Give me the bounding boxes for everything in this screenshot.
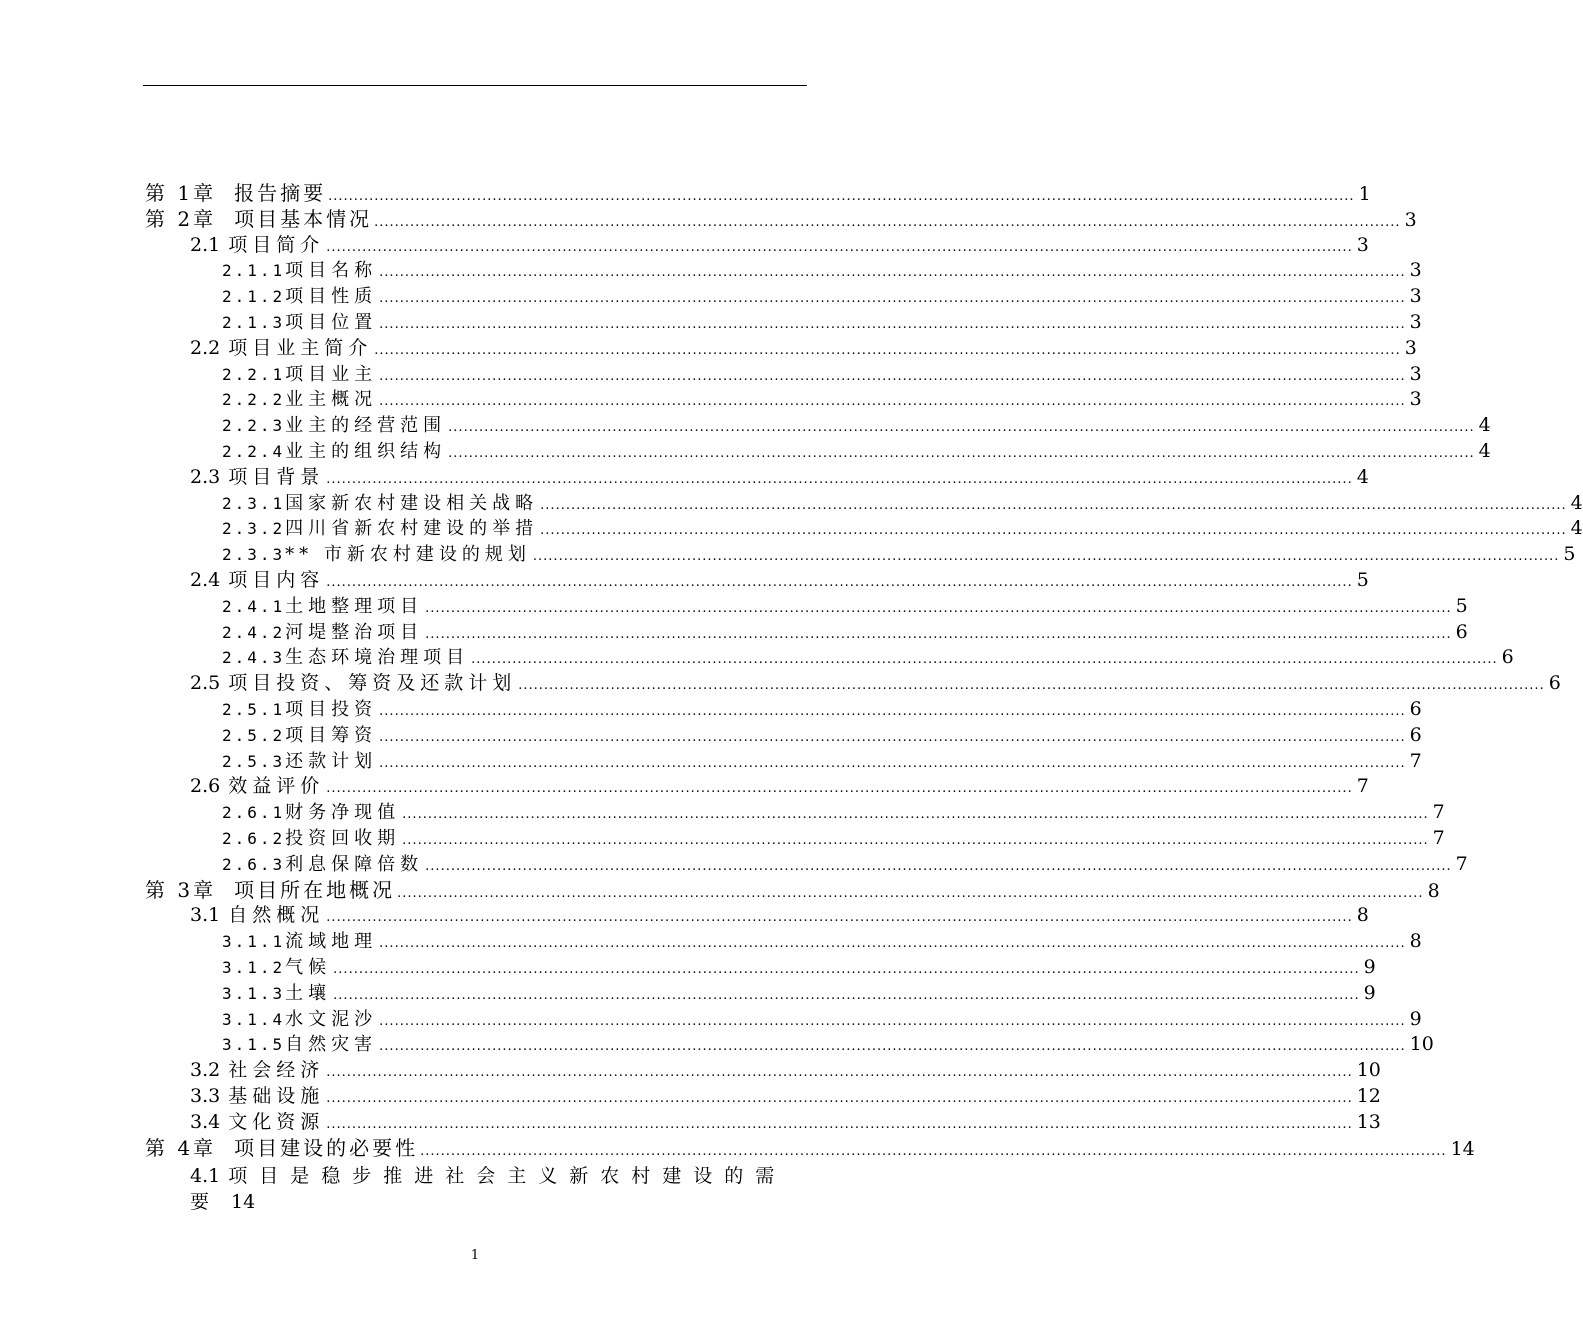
toc-entry-number: 2.6.3 — [222, 854, 286, 874]
toc-entry[interactable] — [222, 1031, 1434, 1057]
toc-entry-label — [222, 723, 377, 749]
toc-entry-title: 效益评价 — [228, 775, 325, 798]
toc-entry-number: 3.1.3 — [222, 983, 286, 1003]
toc-entry[interactable] — [190, 670, 1561, 696]
toc-entry[interactable] — [222, 515, 1583, 541]
toc-entry-number: 2.3.1 — [222, 493, 286, 513]
toc-entry-label — [145, 206, 372, 232]
toc-entry-page: 3 — [1409, 285, 1422, 308]
toc-leader-dots: ........................................................................................................................................................................................................ — [326, 575, 1353, 590]
toc-entry-wrapped[interactable] — [190, 1163, 802, 1215]
toc-leader-dots: ........................................................................................................................................................................................................ — [379, 936, 1406, 952]
toc-entry-page: 7 — [1432, 827, 1445, 849]
toc-leader-dots: ........................................................................................................................................................................................................ — [379, 729, 1406, 745]
toc-entry-page: 4 — [1356, 465, 1369, 488]
toc-entry[interactable] — [190, 902, 1369, 928]
toc-entry-title: 项目性质 — [285, 286, 378, 308]
toc-entry[interactable] — [222, 386, 1422, 412]
toc-entry-title: 河堤整治项目 — [285, 621, 424, 643]
toc-entry-label — [190, 1109, 324, 1135]
toc-entry-title: 生态环境治理项目 — [285, 647, 470, 669]
toc-entry-title: 土地整理项目 — [285, 595, 424, 617]
toc-entry-page: 4 — [1478, 414, 1491, 437]
toc-leader-dots: ........................................................................................................................................................................................................ — [333, 987, 1360, 1003]
toc-entry-number: 3.1 — [190, 904, 221, 927]
toc-entry-page: 3 — [1409, 311, 1422, 333]
toc-entry[interactable] — [222, 438, 1491, 464]
toc-entry-label — [222, 594, 423, 620]
toc-entry[interactable] — [222, 412, 1491, 438]
toc-leader-dots: ........................................................................................................................................................................................................ — [402, 833, 1429, 848]
toc-entry-number: 2.3.2 — [222, 519, 286, 539]
toc-entry-label — [190, 464, 324, 490]
toc-entry-number: 2.2.3 — [222, 416, 286, 436]
toc-entry[interactable] — [190, 335, 1417, 361]
toc-entry-number: 2.1.2 — [222, 287, 286, 307]
toc-entry[interactable] — [190, 567, 1369, 593]
toc-entry-title: 项目简介 — [228, 233, 325, 256]
toc-entry-title: 项目业主简介 — [228, 336, 373, 359]
toc-entry-page: 3 — [1404, 208, 1417, 231]
toc-leader-dots: ........................................................................................................................................................................................................ — [379, 291, 1406, 307]
toc-entry-number: 3.3 — [190, 1085, 221, 1107]
toc-entry[interactable] — [222, 309, 1422, 335]
toc-entry-page: 10 — [1356, 1059, 1381, 1082]
toc-entry-number: 3.4 — [190, 1110, 221, 1133]
toc-leader-dots: ........................................................................................................................................................................................................ — [374, 342, 1401, 358]
toc-entry[interactable] — [190, 464, 1369, 490]
toc-entry-number: 2.2.4 — [222, 442, 286, 461]
toc-entry-page: 5 — [1563, 543, 1576, 566]
toc-entry-number: 2.4 — [190, 569, 221, 591]
toc-entry[interactable] — [222, 283, 1422, 309]
toc-entry-title: ** 市新农村建设的规划 — [285, 544, 531, 566]
toc-entry-page: 4 — [1478, 440, 1491, 462]
toc-entry-label — [222, 542, 531, 568]
toc-entry-number: 2.4.3 — [222, 648, 286, 668]
toc-entry-label — [222, 955, 331, 981]
toc-entry-label — [222, 491, 538, 517]
toc-entry-number: 2.1.1 — [222, 261, 286, 281]
toc-entry-label — [222, 1007, 377, 1033]
toc-entry-label — [222, 981, 331, 1007]
toc-entry-label — [190, 335, 372, 361]
toc-leader-dots: ........................................................................................................................................................................................................ — [326, 1116, 1353, 1132]
toc-entry-number: 3.2 — [190, 1059, 221, 1082]
toc-entry[interactable] — [222, 593, 1468, 619]
toc-leader-dots: ........................................................................................................................................................................................................ — [326, 1091, 1353, 1106]
toc-entry[interactable] — [222, 954, 1376, 980]
toc-entry-label — [222, 310, 377, 336]
toc-entry-title: 自然灾害 — [285, 1034, 378, 1056]
toc-entry-number: 2.2.1 — [222, 364, 286, 384]
toc-entry-label — [190, 567, 324, 593]
toc-entry-title: 项目投资 — [285, 699, 378, 720]
toc-entry-title: 四川省新农村建设的举措 — [285, 518, 539, 540]
toc-leader-dots: ........................................................................................................................................................................................................ — [379, 317, 1406, 332]
toc-entry-page: 6 — [1409, 723, 1422, 746]
toc-entry-number: 2.5 — [190, 672, 221, 695]
toc-entry-label — [222, 413, 446, 439]
toc-entry-label — [222, 258, 377, 284]
toc-entry[interactable] — [222, 928, 1422, 954]
toc-entry-label — [190, 1057, 324, 1083]
toc-entry-page: 7 — [1409, 749, 1422, 772]
toc-leader-dots: ........................................................................................................................................................................................................ — [425, 600, 1452, 616]
toc-entry-label — [190, 1083, 324, 1109]
toc-entry-title: 还款计划 — [285, 750, 378, 772]
toc-leader-dots: ........................................................................................................................................................................................................ — [471, 652, 1498, 668]
toc-entry-label — [222, 697, 377, 723]
toc-entry-title: 项目名称 — [285, 260, 378, 282]
toc-entry-page: 5 — [1455, 594, 1468, 617]
toc-entry-page: 4 — [1570, 517, 1583, 540]
toc-entry[interactable] — [222, 1006, 1422, 1032]
toc-entry-label — [190, 773, 324, 799]
toc-entry-number: 2.1 — [190, 233, 221, 256]
toc-entry-page: 3 — [1356, 233, 1369, 256]
toc-entry-title: 水文泥沙 — [285, 1008, 378, 1030]
toc-entry-page: 10 — [1409, 1033, 1434, 1056]
toc-entry-label — [145, 1135, 418, 1161]
toc-entry[interactable] — [145, 877, 1440, 903]
toc-entry[interactable] — [222, 722, 1422, 748]
toc-entry[interactable] — [190, 232, 1369, 258]
toc-entry[interactable] — [222, 748, 1422, 774]
toc-leader-dots: ........................................................................................................................................................................................................ — [333, 962, 1360, 977]
toc-entry-number: 3.1.2 — [222, 958, 286, 977]
toc-entry[interactable] — [222, 490, 1583, 516]
toc-entry-title: 项目筹资 — [285, 724, 378, 746]
toc-leader-dots: ........................................................................................................................................................................................................ — [532, 549, 1560, 565]
toc-entry-title: 国家新农村建设相关战略 — [285, 492, 539, 514]
toc-entry-label — [222, 852, 423, 878]
toc-leader-dots: ........................................................................................................................................................................................................ — [328, 189, 1355, 204]
toc-entry-number: 2.4.1 — [222, 596, 286, 616]
toc-entry-label — [222, 800, 400, 826]
toc-entry-title: 业主概况 — [285, 389, 378, 411]
toc-leader-dots: ........................................................................................................................................................................................................ — [448, 446, 1475, 461]
toc-entry-number: 2.6 — [190, 775, 221, 798]
toc-entry-label — [222, 439, 446, 465]
toc-entry-number: 2.2.2 — [222, 390, 286, 410]
toc-entry-page: 1 — [1358, 183, 1371, 205]
toc-entry-label — [222, 1032, 377, 1058]
toc-entry-title: 土壤 — [285, 982, 332, 1004]
toc-entry-label — [190, 670, 516, 696]
toc-entry-title: 项目投资、筹资及还款计划 — [228, 672, 517, 695]
toc-entry[interactable] — [222, 799, 1445, 825]
toc-entry-page: 12 — [1356, 1085, 1381, 1107]
toc-leader-dots: ........................................................................................................................................................................................................ — [326, 471, 1353, 487]
toc-entry-title: 项目业主 — [285, 363, 378, 385]
toc-entry[interactable] — [190, 773, 1369, 799]
toc-entry-page: 3 — [1404, 336, 1417, 359]
toc-entry-title: 项目基本情况 — [234, 206, 373, 231]
toc-entry-number: 第 2章 — [145, 206, 217, 231]
toc-leader-dots: ........................................................................................................................................................................................................ — [425, 626, 1452, 642]
toc-leader-dots: ........................................................................................................................................................................................................ — [379, 368, 1406, 384]
toc-entry-page: 5 — [1356, 569, 1369, 591]
toc-entry-title: 投资回收期 — [285, 828, 401, 849]
toc-entry-page: 6 — [1455, 620, 1468, 643]
toc-entry-title: 自然概况 — [228, 904, 325, 927]
toc-entry[interactable] — [222, 361, 1422, 387]
toc-entry-number: 2.3 — [190, 465, 221, 488]
toc-entry[interactable] — [222, 851, 1468, 877]
toc-entry-label — [190, 232, 324, 258]
toc-entry[interactable] — [222, 644, 1514, 670]
toc-entry-number: 2.5.3 — [222, 751, 286, 771]
toc-entry-number: 2.3.3 — [222, 545, 286, 565]
toc-leader-dots: ........................................................................................................................................................................................................ — [397, 885, 1424, 901]
toc-entry[interactable] — [145, 206, 1417, 232]
toc-entry-page: 14 — [231, 1191, 256, 1213]
toc-entry-page: 3 — [1409, 388, 1422, 411]
toc-entry-page: 14 — [1450, 1137, 1475, 1160]
toc-leader-dots: ........................................................................................................................................................................................................ — [425, 858, 1452, 874]
toc-entry-number: 2.6.1 — [222, 803, 286, 823]
toc-entry[interactable] — [145, 180, 1371, 206]
toc-entry-label — [222, 387, 377, 413]
toc-entry-number: 第 4章 — [145, 1135, 217, 1160]
toc-leader-dots: ........................................................................................................................................................................................................ — [540, 497, 1567, 513]
toc-leader-dots: ........................................................................................................................................................................................................ — [374, 214, 1401, 230]
toc-entry-title: 报告摘要 — [234, 181, 327, 205]
page-number: 1 — [470, 1248, 480, 1263]
toc-entry-number: 2.5.1 — [222, 700, 286, 719]
toc-entry[interactable] — [222, 696, 1422, 722]
header-rule — [143, 85, 807, 86]
toc-entry-title: 气候 — [285, 957, 332, 978]
toc-entry-title: 业主的组织结构 — [285, 441, 447, 462]
toc-leader-dots: ........................................................................................................................................................................................................ — [420, 1143, 1447, 1159]
toc-entry-title: 项目建设的必要性 — [234, 1135, 419, 1160]
toc-entry-page: 3 — [1409, 259, 1422, 282]
toc-entry-page: 7 — [1356, 775, 1369, 798]
toc-leader-dots: ........................................................................................................................................................................................................ — [379, 265, 1406, 281]
toc-entry-number: 3.1.4 — [222, 1009, 286, 1029]
toc-leader-dots: ........................................................................................................................................................................................................ — [379, 704, 1406, 719]
toc-entry-label — [222, 645, 469, 671]
toc-entry[interactable] — [222, 257, 1422, 283]
toc-entry-label — [222, 929, 377, 955]
toc-entry-title: 项目是稳步推进社会主义新农村建设的需要 — [190, 1165, 787, 1213]
toc-entry-number: 2.2 — [190, 336, 221, 359]
toc-entry-page: 7 — [1432, 801, 1445, 824]
toc-entry-number: 2.6.2 — [222, 829, 286, 848]
toc-entry-page: 8 — [1356, 904, 1369, 927]
toc-entry-title: 文化资源 — [228, 1110, 325, 1133]
toc-entry-page: 4 — [1570, 491, 1583, 514]
toc-entry[interactable] — [222, 825, 1445, 851]
toc-entry-page: 9 — [1363, 956, 1376, 978]
toc-leader-dots: ........................................................................................................................................................................................................ — [518, 678, 1545, 694]
toc-leader-dots: ........................................................................................................................................................................................................ — [379, 1039, 1406, 1055]
toc-entry[interactable] — [222, 541, 1576, 567]
toc-entry-label — [222, 749, 377, 775]
toc-entry-page: 9 — [1363, 981, 1376, 1004]
toc-entry-number: 4.1 — [190, 1165, 221, 1187]
toc-entry-label — [145, 877, 395, 903]
toc-entry-page: 6 — [1548, 672, 1561, 695]
toc-entry[interactable] — [190, 1083, 1381, 1109]
toc-entry-number: 2.1.3 — [222, 313, 286, 332]
toc-leader-dots: ........................................................................................................................................................................................................ — [326, 1065, 1353, 1081]
toc-entry-title: 利息保障倍数 — [285, 853, 424, 875]
toc-leader-dots: ........................................................................................................................................................................................................ — [326, 239, 1353, 255]
toc-leader-dots: ........................................................................................................................................................................................................ — [379, 394, 1406, 410]
toc-entry-label — [190, 902, 324, 928]
toc-entry-page: 3 — [1409, 362, 1422, 385]
toc-entry[interactable] — [190, 1109, 1381, 1135]
toc-entry-label — [145, 180, 326, 206]
toc-entry-number: 2.4.2 — [222, 622, 286, 642]
toc-leader-dots: ........................................................................................................................................................................................................ — [379, 1013, 1406, 1029]
toc-entry-title: 项目背景 — [228, 465, 325, 488]
toc-entry-page: 8 — [1409, 930, 1422, 953]
toc-leader-dots: ........................................................................................................................................................................................................ — [448, 420, 1475, 436]
toc-leader-dots: ........................................................................................................................................................................................................ — [540, 523, 1567, 539]
toc-entry[interactable] — [145, 1135, 1475, 1161]
toc-entry-page: 7 — [1455, 852, 1468, 875]
toc-entry-number: 第 3章 — [145, 877, 217, 902]
toc-leader-dots: ........................................................................................................................................................................................................ — [326, 910, 1353, 926]
toc-entry[interactable] — [190, 1057, 1381, 1083]
toc-entry-page: 6 — [1409, 698, 1422, 720]
toc-entry-label — [222, 516, 538, 542]
toc-entry-title: 流域地理 — [285, 931, 378, 953]
toc-entry-page: 13 — [1356, 1110, 1381, 1133]
toc-leader-dots: ........................................................................................................................................................................................................ — [402, 807, 1429, 823]
toc-entry-page: 8 — [1427, 879, 1440, 902]
toc-leader-dots: ........................................................................................................................................................................................................ — [326, 781, 1353, 797]
toc-entry-title: 项目位置 — [285, 312, 378, 333]
toc-entry-title: 基础设施 — [228, 1085, 325, 1107]
toc-entry-page: 6 — [1501, 646, 1514, 669]
toc-entry-number: 2.5.2 — [222, 725, 286, 745]
toc-entry-title: 项目所在地概况 — [234, 877, 396, 902]
toc-entry-title: 业主的经营范围 — [285, 415, 447, 437]
toc-entry-number: 3.1.1 — [222, 932, 286, 952]
toc-entry-number: 第 1章 — [145, 181, 217, 205]
toc-leader-dots: ........................................................................................................................................................................................................ — [379, 755, 1406, 771]
toc-entry[interactable] — [222, 619, 1468, 645]
toc-entry-label — [222, 284, 377, 310]
toc-entry[interactable] — [222, 980, 1376, 1006]
toc-entry-number: 3.1.5 — [222, 1035, 286, 1055]
toc-entry-page: 9 — [1409, 1007, 1422, 1030]
toc-entry-title: 项目内容 — [228, 569, 325, 591]
toc-entry-label — [222, 826, 400, 852]
toc-entry-label — [222, 362, 377, 388]
toc-entry-label — [222, 620, 423, 646]
toc-entry-title: 社会经济 — [228, 1059, 325, 1082]
toc-entry-title: 财务净现值 — [285, 802, 401, 824]
